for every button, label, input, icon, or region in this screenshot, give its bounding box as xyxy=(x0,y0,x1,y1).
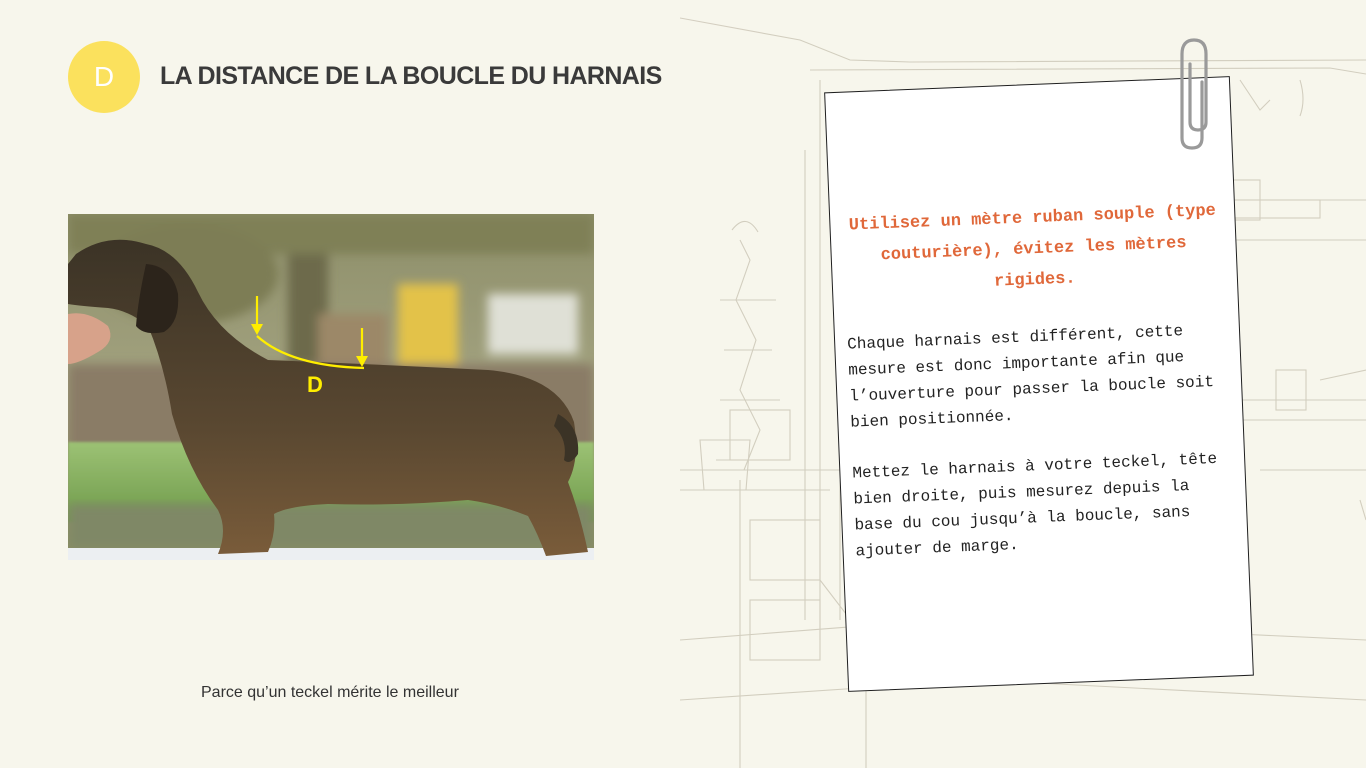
section-badge xyxy=(68,41,140,113)
paperclip-icon xyxy=(1172,34,1216,152)
dog-measurement-photo xyxy=(68,214,594,560)
note-paragraph-1: Chaque harnais est différent, cette mesure est donc importante afin que l’ouverture pour passer la boucle soit bien positionnée. xyxy=(846,322,1215,432)
note-paragraph-2: Mettez le harnais à votre teckel, tête bien droite, puis mesurez depuis la base du cou jusqu’à la boucle, sans ajouter de marge. xyxy=(852,449,1218,561)
badge-letter: D xyxy=(93,61,115,92)
note-heading: Utilisez un mètre ruban souple (type couturière), évitez les mètres rigides. xyxy=(848,201,1217,292)
page-title: LA DISTANCE DE LA BOUCLE DU HARNAIS xyxy=(160,62,662,90)
tips-note-card xyxy=(824,76,1254,692)
measurement-label: D xyxy=(307,372,323,397)
tagline: Parce qu’un teckel mérite le meilleur xyxy=(201,684,459,701)
